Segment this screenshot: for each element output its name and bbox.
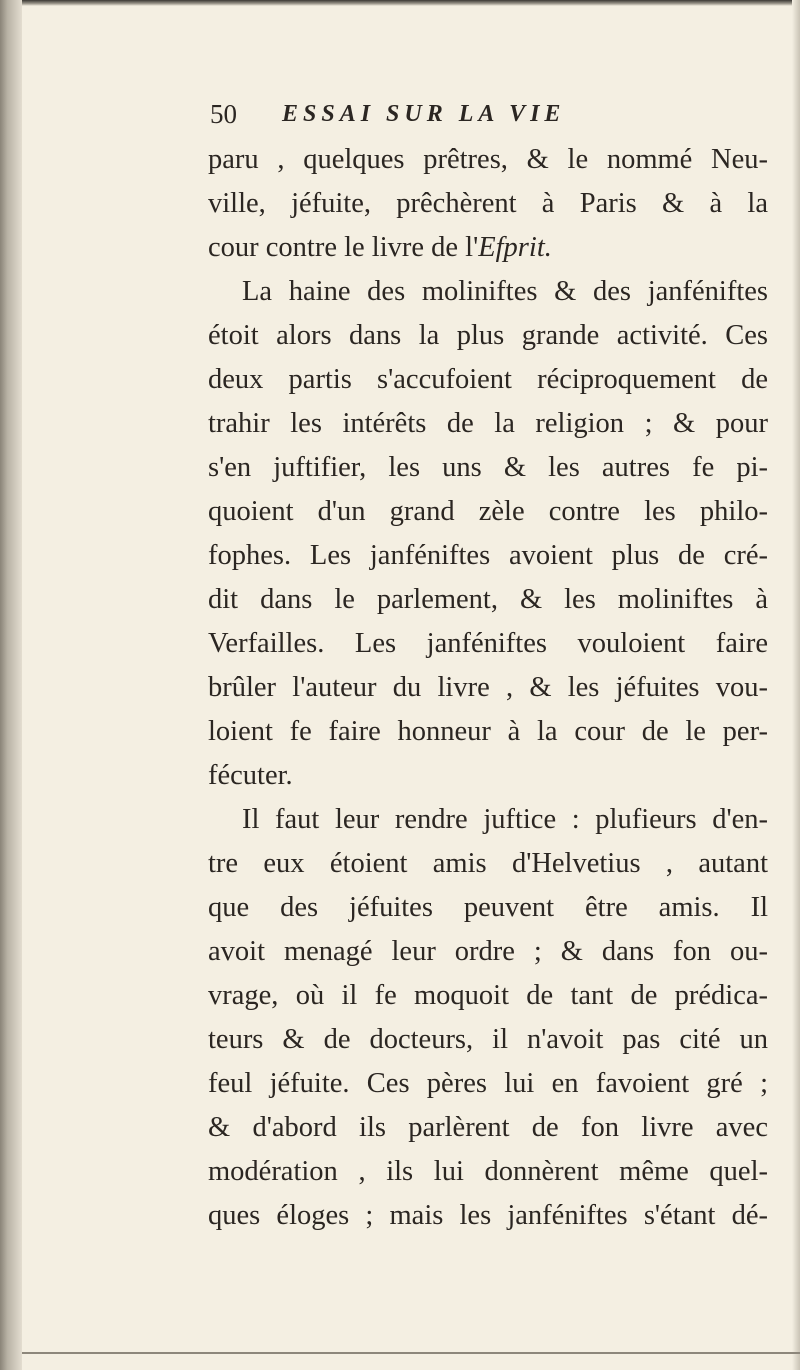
page-number: 50 [210,99,237,129]
text-line: tre eux étoient amis d'Helvetius , autant [208,848,768,879]
page-edge-left [0,0,22,1370]
text-line: étoit alors dans la plus grande activité. Ces [208,320,768,351]
text-line: & d'abord ils parlèrent de fon livre avec [208,1112,768,1143]
text-line: loient fe faire honneur à la cour de le per- [208,716,768,747]
running-title: ESSAI SUR LA VIE [282,101,566,127]
text-line: fécuter. [208,760,293,791]
text-line: ville, jéfuite, prêchèrent à Paris & à la [208,188,768,219]
text-line: quoient d'un grand zèle contre les philo- [208,496,768,527]
page-edge-top [22,0,800,6]
text-line: ques éloges ; mais les janféniftes s'étant dé- [208,1200,768,1231]
text-line [208,226,768,270]
text-line: modération , ils lui donnèrent même quel- [208,1156,768,1187]
text-line: paru , quelques prêtres, & le nommé Neu- [208,144,768,175]
text-line: deux partis s'accufoient réciproquement de [208,364,768,395]
book-title: Efprit. [478,232,552,263]
text-line: Verfailles. Les janféniftes vouloient faire [208,628,768,659]
text-line: s'en juftifier, les uns & les autres fe pi- [208,452,768,483]
page-bottom-rule [22,1352,800,1354]
text-line: vrage, où il fe moquoit de tant de prédica- [208,980,768,1011]
text-line: brûler l'auteur du livre , & les jéfuites vou- [208,672,768,703]
page-header [210,94,770,134]
text-line: que des jéfuites peuvent être amis. Il [208,892,768,923]
text-line: Il faut leur rendre juftice : plufieurs d'en- [242,804,768,835]
text-line: fophes. Les janféniftes avoient plus de cré- [208,540,768,571]
text-line: dit dans le parlement, & les moliniftes à [208,584,768,615]
text-line: feul jéfuite. Ces pères lui en favoient gré ; [208,1068,768,1099]
text-line: avoit menagé leur ordre ; & dans fon ou- [208,936,768,967]
body-text [208,138,768,1238]
text-line-start: cour contre le livre de l' [208,232,479,263]
text-line: teurs & de docteurs, il n'avoit pas cité un [208,1024,768,1055]
text-line: La haine des moliniftes & des janféniftes [242,276,768,307]
text-line: trahir les intérêts de la religion ; & pour [208,408,768,439]
page-edge-right [792,0,800,1370]
